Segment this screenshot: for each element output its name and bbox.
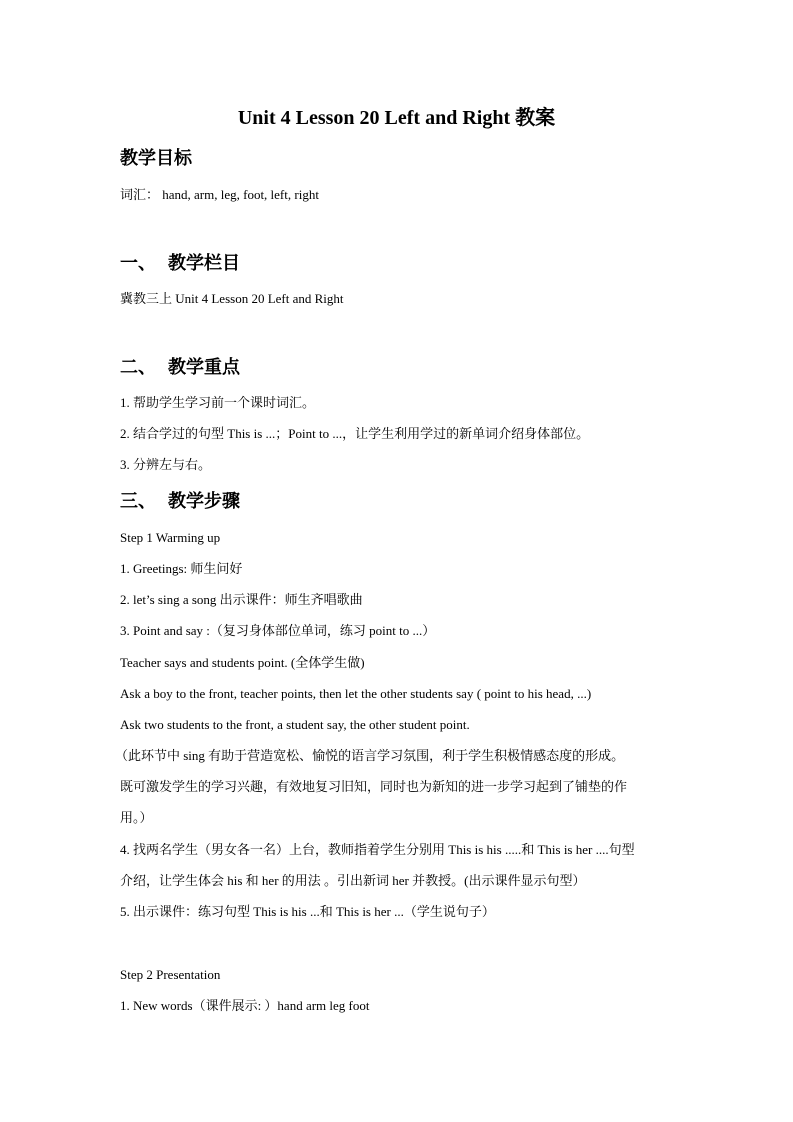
section-3-number: 三、: [120, 491, 156, 511]
step-line: Ask two students to the front, a student say, the other student point.: [120, 717, 470, 732]
section-1-text: 冀教三上 Unit 4 Lesson 20 Left and Right: [120, 291, 344, 306]
step-note-line: 既可激发学生的学习兴趣，有效地复习旧知，同时也为新知的进一步学习起到了铺垫的作: [120, 779, 628, 794]
step-line: 4. 找两名学生（男女各一名）上台，教师指着学生分别用 This is his .....和 This is her ....句型: [120, 842, 635, 857]
step-1-title: Step 1 Warming up: [120, 530, 221, 545]
key-point-item: 2. 结合学过的句型 This is ...；Point to ...，让学生利用学过的新单词介绍身体部位。: [120, 426, 590, 441]
key-point-item: 1. 帮助学生学习前一个课时词汇。: [120, 395, 316, 410]
step-line: 2. let’s sing a song 出示课件：师生齐唱歌曲: [120, 592, 363, 607]
step-line: 5. 出示课件：练习句型 This is his ...和 This is her ...（学生说句子）: [120, 904, 495, 919]
step-2-title: Step 2 Presentation: [120, 967, 221, 982]
section-1-heading: [120, 251, 240, 275]
section-3-title: 教学步骤: [168, 491, 240, 511]
step-line: Teacher says and students point. (全体学生做): [120, 655, 365, 670]
step-line: 1. Greetings: 师生问好: [120, 561, 243, 576]
step-line: Ask a boy to the front, teacher points, then let the other students say ( point to his head, ...): [120, 686, 592, 701]
section-2-number: 二、: [120, 357, 156, 377]
key-point-item: 3. 分辨左与右。: [120, 457, 212, 472]
step-line: 3. Point and say :（复习身体部位单词，练习 point to ...）: [120, 623, 436, 638]
objectives-heading: 教学目标: [120, 148, 192, 168]
section-2-heading: [120, 355, 240, 379]
step-line: 介绍，让学生体会 his 和 her 的用法 。引出新词 her 并教授。(出示课件显示句型）: [120, 873, 586, 888]
page-title: Unit 4 Lesson 20 Left and Right 教案: [237, 107, 556, 129]
step-note-line: （此环节中 sing 有助于营造宽松、愉悦的语言学习氛围，利于学生积极情感态度的形成。: [115, 748, 625, 763]
section-3-heading: [120, 489, 240, 513]
step-note-line: 用。）: [120, 810, 153, 825]
step-line: 1. New words（课件展示: ）hand arm leg foot: [120, 998, 370, 1013]
section-1-number: 一、: [120, 253, 156, 273]
section-1-title: 教学栏目: [168, 253, 240, 273]
vocab-line: 词汇： hand, arm, leg, foot, left, right: [120, 187, 319, 202]
section-2-title: 教学重点: [168, 357, 240, 377]
